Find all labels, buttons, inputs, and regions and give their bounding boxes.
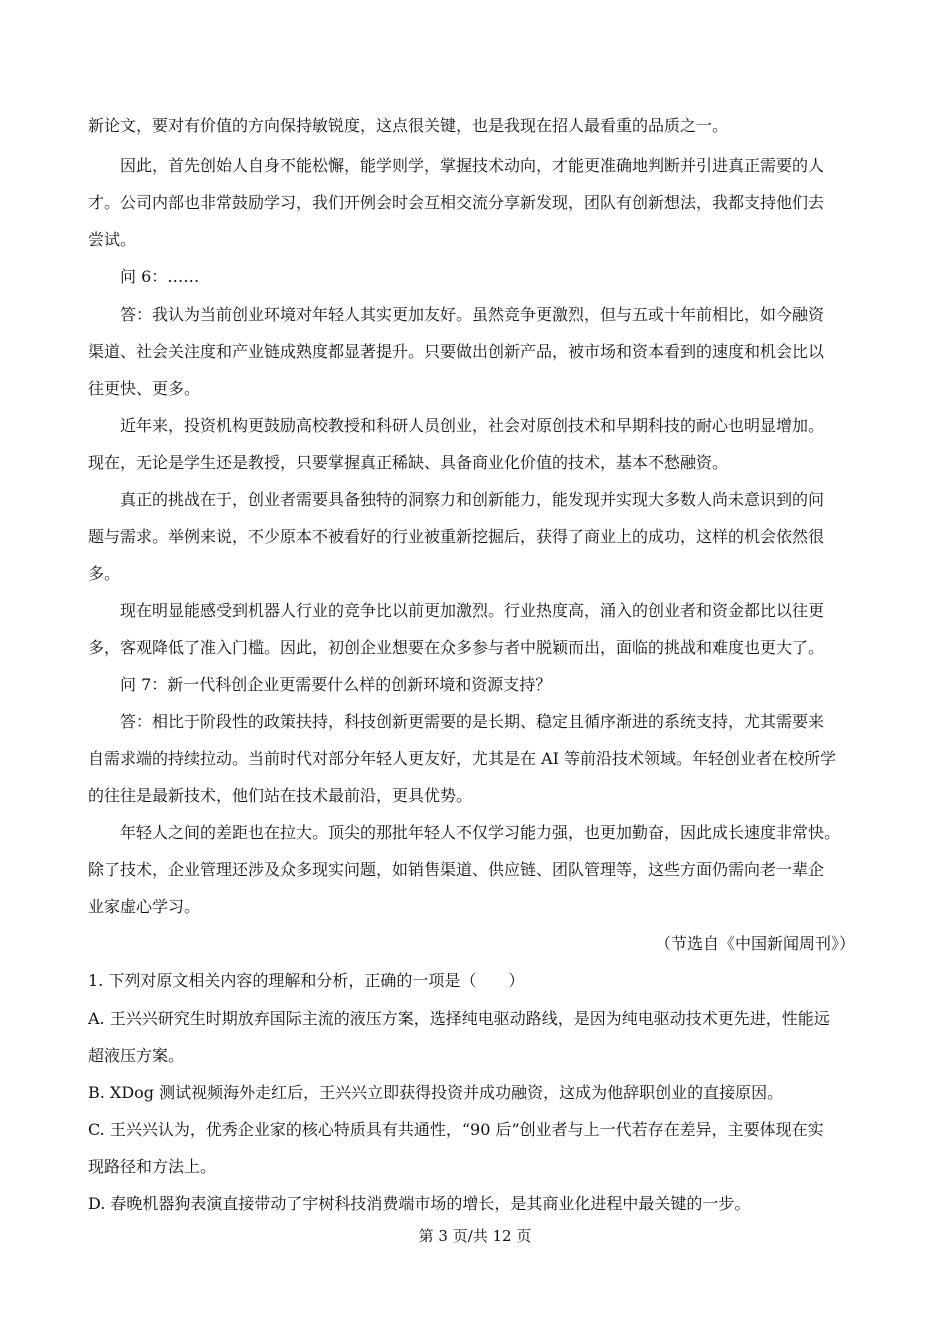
paragraph-line: 自需求端的持续拉动。当前时代对部分年轻人更友好，尤其是在 AI 等前沿技术领域。年轻创业者在校所学 — [88, 749, 837, 768]
option-a-continued: 超液压方案。 — [88, 1046, 185, 1065]
paragraph-line: 才。公司内部也非常鼓励学习，我们开例会时会互相交流分享新发现，团队有创新想法，我都支持他们去 — [88, 193, 825, 212]
question-stem: 1. 下列对原文相关内容的理解和分析，正确的一项是（ ） — [88, 971, 525, 990]
option-b: B. XDog 测试视频海外走红后，王兴兴立即获得投资并成功融资，这成为他辞职创业的直接原因。 — [88, 1083, 784, 1102]
paragraph-line: 现在明显能感受到机器人行业的竞争比以前更加激烈。行业热度高，涌入的创业者和资金都比以往更 — [120, 601, 825, 620]
paragraph-line: 题与需求。举例来说，不少原本不被看好的行业被重新挖掘后，获得了商业上的成功，这样的机会依然很 — [88, 527, 825, 546]
paragraph-line: 近年来，投资机构更鼓励高校教授和科研人员创业，社会对原创技术和早期科技的耐心也明显增加。 — [120, 416, 825, 435]
paragraph-line: 除了技术，企业管理还涉及众多现实问题，如销售渠道、供应链、团队管理等，这些方面仍需向老一辈企 — [88, 860, 825, 879]
page-number-footer: 第 3 页/共 12 页 — [418, 1227, 532, 1245]
option-a: A. 王兴兴研究生时期放弃国际主流的液压方案，选择纯电驱动路线，是因为纯电驱动技术更先进，性能远 — [88, 1009, 830, 1028]
paragraph-line: 多。 — [88, 564, 121, 583]
source-citation: （节选自《中国新闻周刊》） — [654, 934, 855, 953]
option-c: C. 王兴兴认为，优秀企业家的核心特质具有共通性，“90 后”创业者与上一代若存在差异，主要体现在实 — [88, 1120, 824, 1139]
paragraph-line: 尝试。 — [88, 230, 137, 249]
paragraph-line: 答：相比于阶段性的政策扶持，科技创新更需要的是长期、稳定且循序渐进的系统支持，尤其需要来 — [120, 712, 825, 731]
paragraph-line: 的往往是最新技术，他们站在技术最前沿，更具优势。 — [88, 786, 473, 805]
paragraph-line: 年轻人之间的差距也在拉大。顶尖的那批年轻人不仅学习能力强，也更加勤奋，因此成长速度非常快。 — [120, 823, 841, 842]
paragraph-line: 现在，无论是学生还是教授，只要掌握真正稀缺、具备商业化价值的技术，基本不愁融资。 — [88, 453, 729, 472]
paragraph-line: 问 6：…… — [120, 267, 200, 286]
paragraph-line: 问 7：新一代科创企业更需要什么样的创新环境和资源支持？ — [120, 675, 552, 694]
paragraph-line: 业家虚心学习。 — [88, 897, 201, 916]
paragraph-line: 因此，首先创始人自身不能松懈，能学则学，掌握技术动向，才能更准确地判断并引进真正需要的人 — [120, 156, 825, 175]
paragraph-line: 新论文，要对有价值的方向保持敏锐度，这点很关键，也是我现在招人最看重的品质之一。 — [88, 116, 729, 135]
paragraph-line: 多，客观降低了准入门槛。因此，初创企业想要在众多参与者中脱颖而出，面临的挑战和难度也更大了。 — [88, 638, 825, 657]
paragraph-line: 答：我认为当前创业环境对年轻人其实更加友好。虽然竞争更激烈，但与五或十年前相比，如今融资 — [120, 305, 825, 324]
paragraph-line: 渠道、社会关注度和产业链成熟度都显著提升。只要做出创新产品，被市场和资本看到的速度和机会比以 — [88, 342, 825, 361]
paragraph-line: 真正的挑战在于，创业者需要具备独特的洞察力和创新能力，能发现并实现大多数人尚未意识到的问 — [120, 490, 825, 509]
option-c-continued: 现路径和方法上。 — [88, 1157, 217, 1176]
option-d: D. 春晚机器狗表演直接带动了宇树科技消费端市场的增长，是其商业化进程中最关键的一步。 — [88, 1194, 751, 1213]
paragraph-line: 往更快、更多。 — [88, 379, 201, 398]
